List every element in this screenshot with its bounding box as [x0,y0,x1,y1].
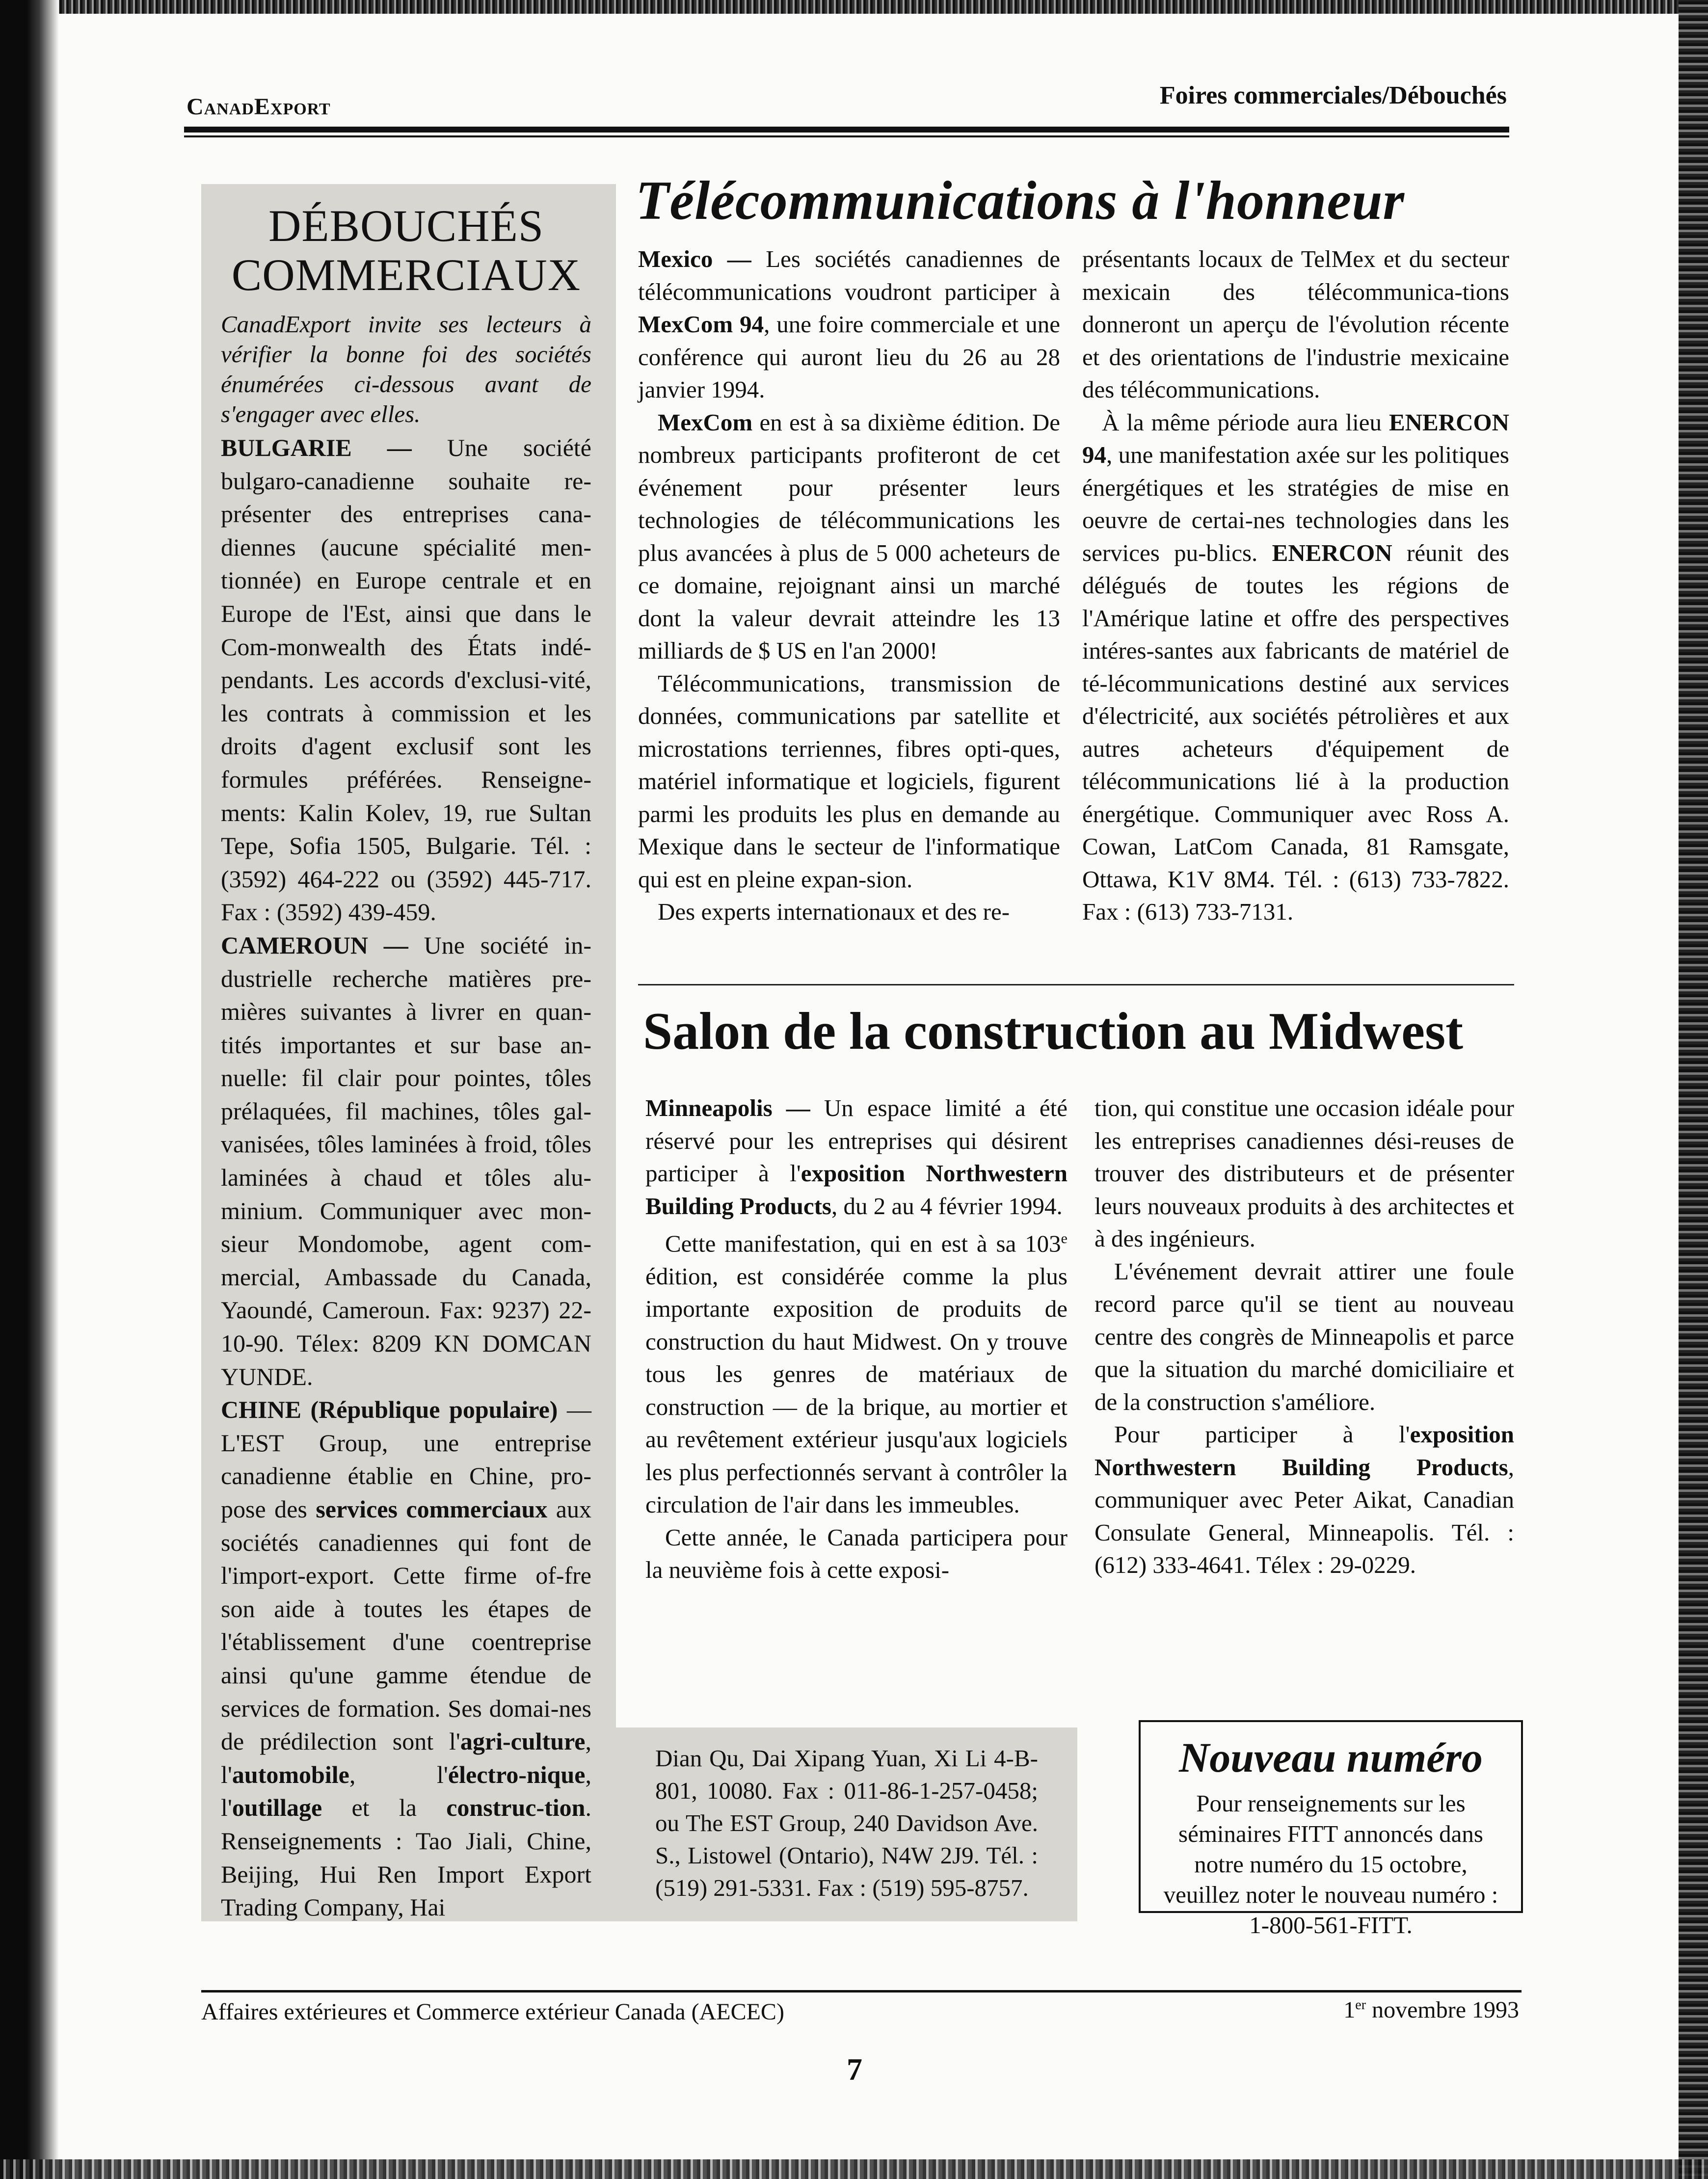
bold-text: ENERCON [1272,539,1392,566]
nouveau-numero-box [1139,1720,1523,1939]
article-paragraph [1094,1418,1514,1582]
entry-text: , l' [221,1760,591,1822]
article-paragraph-start: Cette année, le Canada participera pour la neuvième fois à cette exposi- [645,1523,1068,1584]
bold-text: exposition Northwestern Building Products [1094,1421,1514,1481]
text: en est à sa dixième édition. De nombreux participants profiteront de cet événement pour présenter leurs technologies de télécommunications les plus avancées à plus de 5 000 acheteurs de ce domaine, rejoignant ainsi un marché dont la valeur devrait atteindre les 13 milliards de $ US en l'an 2000! [638,408,1060,664]
entry-label-cameroun: CAMEROUN — [221,931,408,959]
article-paragraph: Télécommunications, transmission de données, communications par satellite et microstations terriennes, fibres opti-ques, matériel informatique et logiciels, figurent parmi les produits les plus en demande au Mexique dans le secteur de l'informatique qui est en pleine expan-sion. [638,669,1060,893]
sidebar-entry-chine [221,1393,591,1921]
article-paragraph: tion, qui constitue une occasion idéale pour les entreprises canadiennes dési-reuses de trouver des distributeurs et de présenter leurs nouveaux produits à des architectes et à des ingénieurs. [1094,1094,1514,1252]
text: , du 2 au 4 février 1994. [831,1192,1063,1220]
sidebar-title: DÉBOUCHÉS COMMERCIAUX [231,201,581,300]
bold-text: ENERCON 94 [1082,408,1509,468]
date-suffix: er [1355,1997,1366,2013]
entry-text: , l' [349,1760,448,1788]
article-paragraph [638,243,1060,406]
article-title-telecom: Télécommunications à l'honneur [636,170,1405,231]
dateline: Mexico — [638,245,751,272]
article-telecom-col1 [638,243,1060,928]
header-rule [184,127,1509,133]
entry-label-chine: CHINE (République populaire) [221,1396,558,1424]
header-rule-thin [184,135,1509,137]
sidebar-intro: CanadExport invite ses lecteurs à vérifier la bonne foi des sociétés énumérées ci-dessous avant de s'engager avec elles. [221,311,591,427]
nouveau-numero-title: Nouveau numéro [1179,1734,1483,1781]
text: Les sociétés canadiennes de télécommunications voudront participer à [638,245,1060,305]
scan-edge-left [0,0,59,2179]
article-paragraph [1082,406,1509,929]
scan-edge-bottom [0,2159,1708,2179]
text: , une foire commerciale et une conférence qui auront lieu du 26 au 28 janvier 1994. [638,311,1061,403]
entry-bold: automobile [232,1760,349,1788]
bold-text: MexCom 94 [638,311,764,338]
superscript: e [1061,1230,1068,1247]
entry-text-cameroun: Une société in-dustrielle recherche matières pre-mières suivantes à livrer en quan-tités importantes et sur base an-nuelle: fil clair pour pointes, tôles prélaquées, fil machines, tôles gal-vanisées, tôles laminées à froid, tôles laminées à chaud et tôles alu-minium. Communiquer avec mon-sieur Mondomobe, agent com-mercial, Ambassade du Canada, Yaoundé, Cameroun. Fax: 9237) 22-10-90. Télex: 8209 KN DOMCAN YUNDE. [221,931,591,1390]
entry-text: et la [322,1794,447,1822]
entry-label-bulgarie: BULGARIE — [221,434,412,461]
sidebar-box [201,184,616,1921]
article-paragraph-start: Des experts internationaux et des re- [658,898,1010,925]
publication-name: CanadExport [187,94,331,120]
entry-text: , l' [221,1727,591,1788]
entry-bold: outillage [232,1794,322,1822]
article-construction-col2 [1094,1092,1514,1582]
text: À la même période aura lieu [1102,408,1389,436]
scan-edge-top [0,0,1708,14]
article-paragraph: présentants locaux de TelMex et du secteur mexicain des télécommunica-tions donneront un aperçu de l'évolution récente et des orientations de l'industrie mexicaine des télécommunications. [1082,245,1509,403]
sidebar-continuation-text: Dian Qu, Dai Xipang Yuan, Xi Li 4-B-801, 10080. Fax : 011-86-1-257-0458; ou The EST Group, 240 Davidson Ave. S., Listowel (Ontario), N4W 2J9. Tél. : (519) 291-5331. Fax : (519) 595-8757. [655,1745,1038,1901]
entry-bold: services commerciaux [316,1495,548,1523]
article-paragraph: L'événement devrait attirer une foule record parce qu'il se tient au nouveau centre des congrès de Minneapolis et parce que la situation du marché domiciliaire et de la construction s'améliore. [1094,1257,1514,1415]
date-day: 1 [1343,1997,1356,2023]
entry-text: aux sociétés canadiennes qui font de l'import-export. Cette firme of-fre son aide à toutes les étapes de l'établissement d'une coentreprise ainsi qu'une gamme étendue de services de formation. Ses domai-nes de prédilection sont l' [221,1495,591,1755]
section-title: Foires commerciales/Débouchés [1159,81,1507,109]
entry-bold: électro-nique [448,1760,586,1788]
scan-edge-right [1679,0,1708,2179]
text: édition, est considérée comme la plus importante exposition de produits de construction du haut Midwest. On y trouve tous les genres de matériaux de construction — de la brique, au mortier et au revêtement extérieur jusqu'aux logiciels les plus perfectionnés servant à contrôler la circulation de l'air dans les immeubles. [645,1262,1068,1518]
text: , communiquer avec Peter Aikat, Canadian Consulate General, Minneapolis. Tél. : (612) 333-4641. Télex : 29-0229. [1094,1453,1514,1578]
dateline: Minneapolis — [645,1094,810,1121]
article-divider [638,984,1514,985]
footer-publisher: Affaires extérieures et Commerce extérieur Canada (AECEC) [201,1999,784,2025]
entry-bold: construc-tion [446,1794,586,1822]
entry-bold: agri-culture [460,1727,586,1755]
entry-text: . Renseignements : Tao Jiali, Chine, Beijing, Hui Ren Import Export Trading Company, Hai [221,1794,591,1921]
sidebar-entry-cameroun [221,929,591,1393]
text: Pour participer à l' [1114,1421,1410,1448]
bold-text: MexCom [658,408,753,436]
article-telecom-col2 [1082,243,1509,929]
bold-text: exposition Northwestern Building Products [645,1160,1068,1220]
article-title-construction: Salon de la construction au Midwest [643,1002,1464,1061]
text: réunit des délégués de toutes les régions de l'Amérique latine et offre des perspectives intéres-santes aux fabricants de matériel de té-lécommunications destiné aux services d'électricité, aux sociétés pétrolières et aux autres acheteurs d'équipement de télécommunications lié à la production énergétique. Communiquer avec Ross A. Cowan, LatCom Canada, 81 Ramsgate, Ottawa, K1V 8M4. Tél. : (613) 733-7822. Fax : (613) 733-7131. [1082,539,1509,925]
nouveau-numero-body: Pour renseignements sur les séminaires FITT annoncés dans notre numéro du 15 octobre, veuillez noter le nouveau numéro : 1-800-561-FITT. [1163,1790,1498,1939]
page-number: 7 [847,2052,862,2087]
footer-date [1343,1996,1519,2023]
sidebar-entry-bulgarie [221,431,591,929]
text: , une manifestation axée sur les politiques énergétiques et les stratégies de mise en oeuvre de certai-nes technologies dans les services pu-blics. [1082,441,1509,566]
article-paragraph [638,406,1060,667]
article-paragraph [645,1092,1068,1222]
article-construction-col1 [645,1092,1068,1587]
text: Un espace limité a été réservé pour les entreprises qui désirent participer à l' [645,1094,1068,1187]
entry-text-bulgarie: Une société bulgaro-canadienne souhaite re-présenter des entreprises cana-diennes (aucune spécialité men-tionnée) en Europe centrale et en Europe de l'Est, ainsi que dans le Com-monwealth des États indé-pendants. Les accords d'exclusi-vité, les contrats à commission et les droits d'agent exclusif sont les formules préférées. Renseigne-ments: Kalin Kolev, 19, rue Sultan Tepe, Sofia 1505, Bulgarie. Tél. : (3592) 464-222 ou (3592) 445-717. Fax : (3592) 439-459. [221,434,591,926]
article-paragraph [645,1222,1068,1521]
footer-rule [201,1990,1521,1993]
date-rest: novembre 1993 [1366,1997,1519,2023]
text: Cette manifestation, qui en est à sa 103 [665,1230,1061,1257]
entry-text: — L'EST Group, une entreprise canadienne établie en Chine, pro-pose des [221,1396,591,1523]
